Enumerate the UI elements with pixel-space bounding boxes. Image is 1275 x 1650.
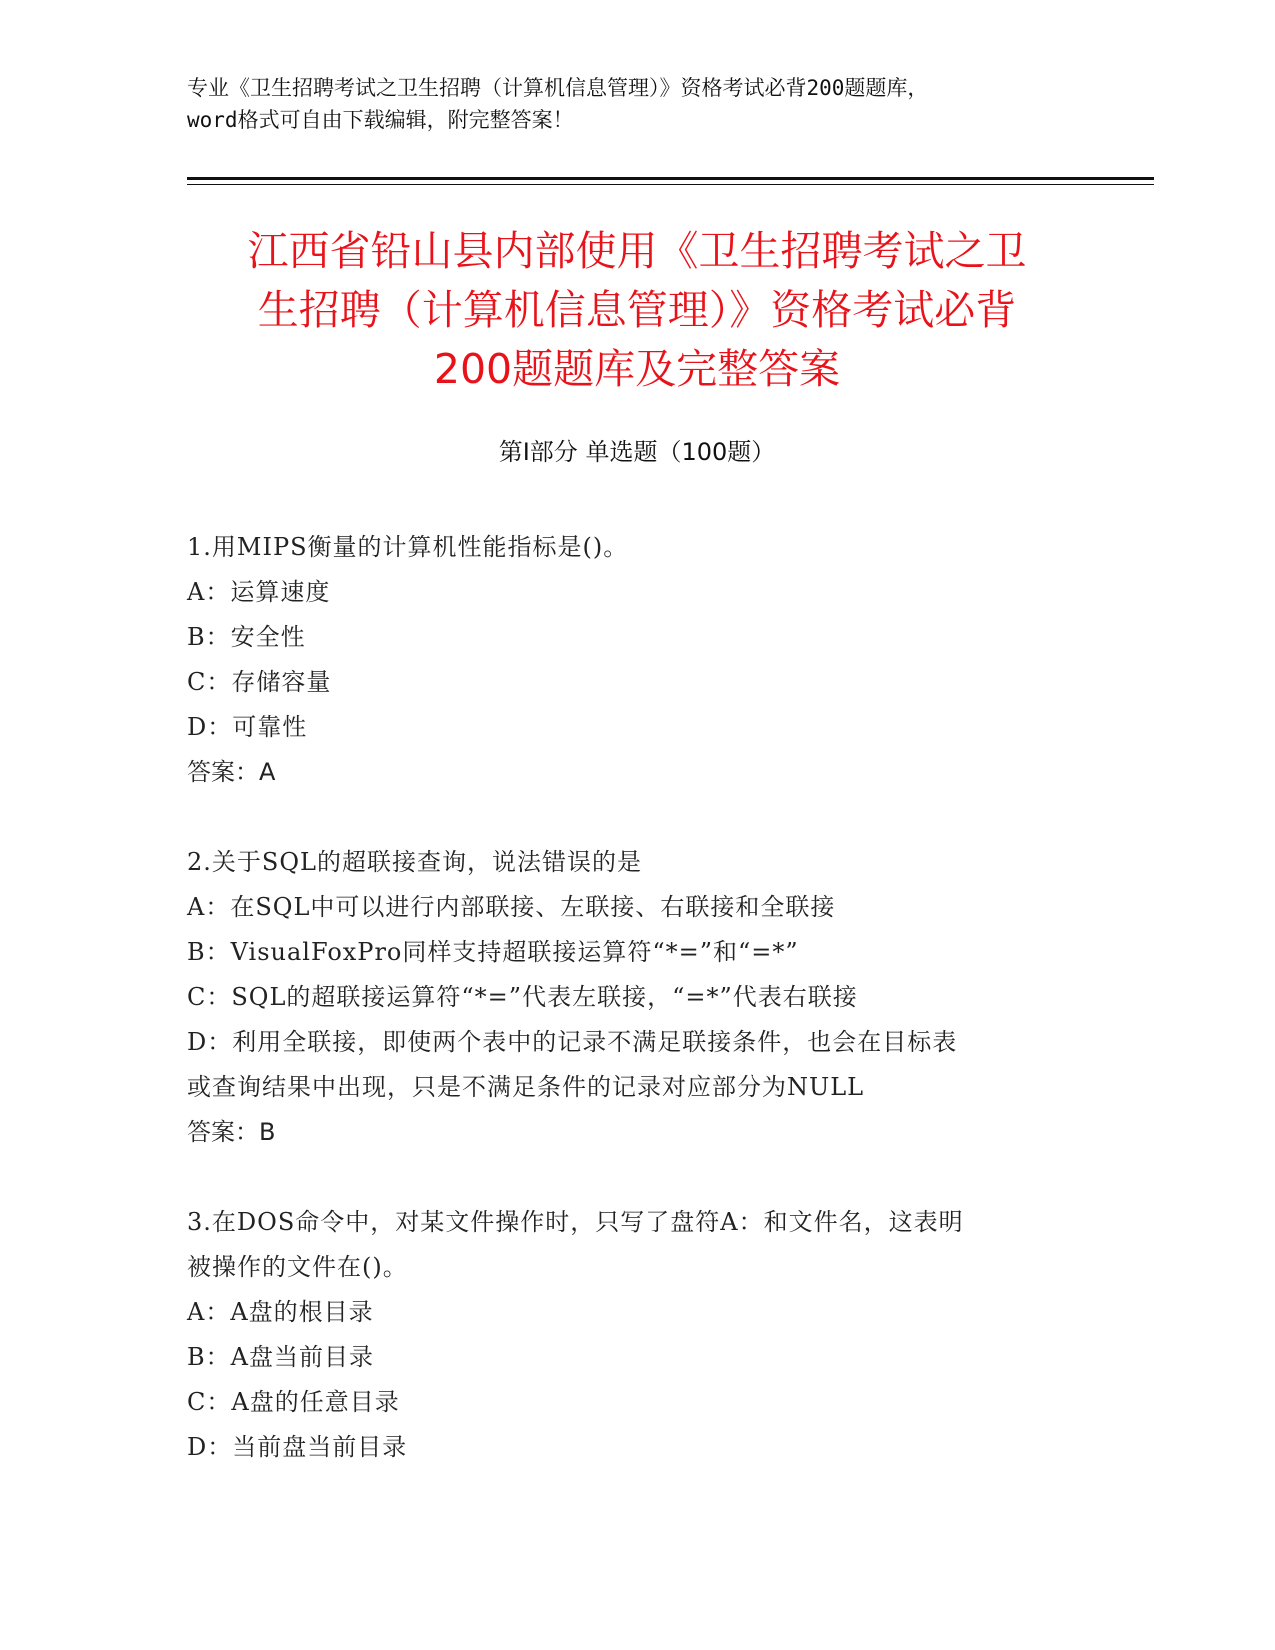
question-stem: 3.在DOS命令中，对某文件操作时，只写了盘符A：和文件名，这表明 [187,1208,964,1236]
question-stem-continued: 被操作的文件在()。 [187,1253,408,1281]
option-a: A：运算速度 [187,578,331,606]
option-c: C：存储容量 [187,668,332,696]
option-a: A：在SQL中可以进行内部联接、左联接、右联接和全联接 [187,893,836,921]
option-b: B：VisualFoxPro同样支持超联接运算符“*=”和“=*” [187,938,799,966]
title-line-1: 江西省铅山县内部使用《卫生招聘考试之卫 [247,227,1027,275]
option-d: D：当前盘当前目录 [187,1433,408,1461]
option-c: C：A盘的任意目录 [187,1388,400,1416]
section-title: 第Ⅰ部分 单选题（100题） [498,438,776,466]
header-divider-thick [187,177,1154,180]
header-divider-thin [187,184,1154,185]
title-line-3: 200题题库及完整答案 [433,345,841,393]
option-d: D：可靠性 [187,713,308,741]
answer-label: 答案：A [187,758,276,786]
answer-label: 答案：B [187,1118,276,1146]
question-list [187,525,1087,1515]
question-item [187,525,1087,795]
option-c: C：SQL的超联接运算符“*=”代表左联接，“=*”代表右联接 [187,983,858,1011]
question-item [187,1200,1087,1470]
document-header [187,72,1087,136]
document-title [187,222,1087,399]
option-a: A：A盘的根目录 [187,1298,374,1326]
header-line-1: 专业《卫生招聘考试之卫生招聘（计算机信息管理）》资格考试必背200题题库， [187,76,929,100]
option-b: B：安全性 [187,623,306,651]
option-d-continued: 或查询结果中出现，只是不满足条件的记录对应部分为NULL [187,1073,865,1101]
question-stem: 1.用MIPS衡量的计算机性能指标是()。 [187,533,629,561]
option-d: D：利用全联接，即使两个表中的记录不满足联接条件，也会在目标表 [187,1028,958,1056]
question-stem: 2.关于SQL的超联接查询，说法错误的是 [187,848,642,876]
title-line-2: 生招聘（计算机信息管理）》资格考试必背 [257,286,1017,334]
question-item [187,840,1087,1155]
option-b: B：A盘当前目录 [187,1343,374,1371]
header-line-2: word格式可自由下载编辑，附完整答案！ [187,108,574,132]
